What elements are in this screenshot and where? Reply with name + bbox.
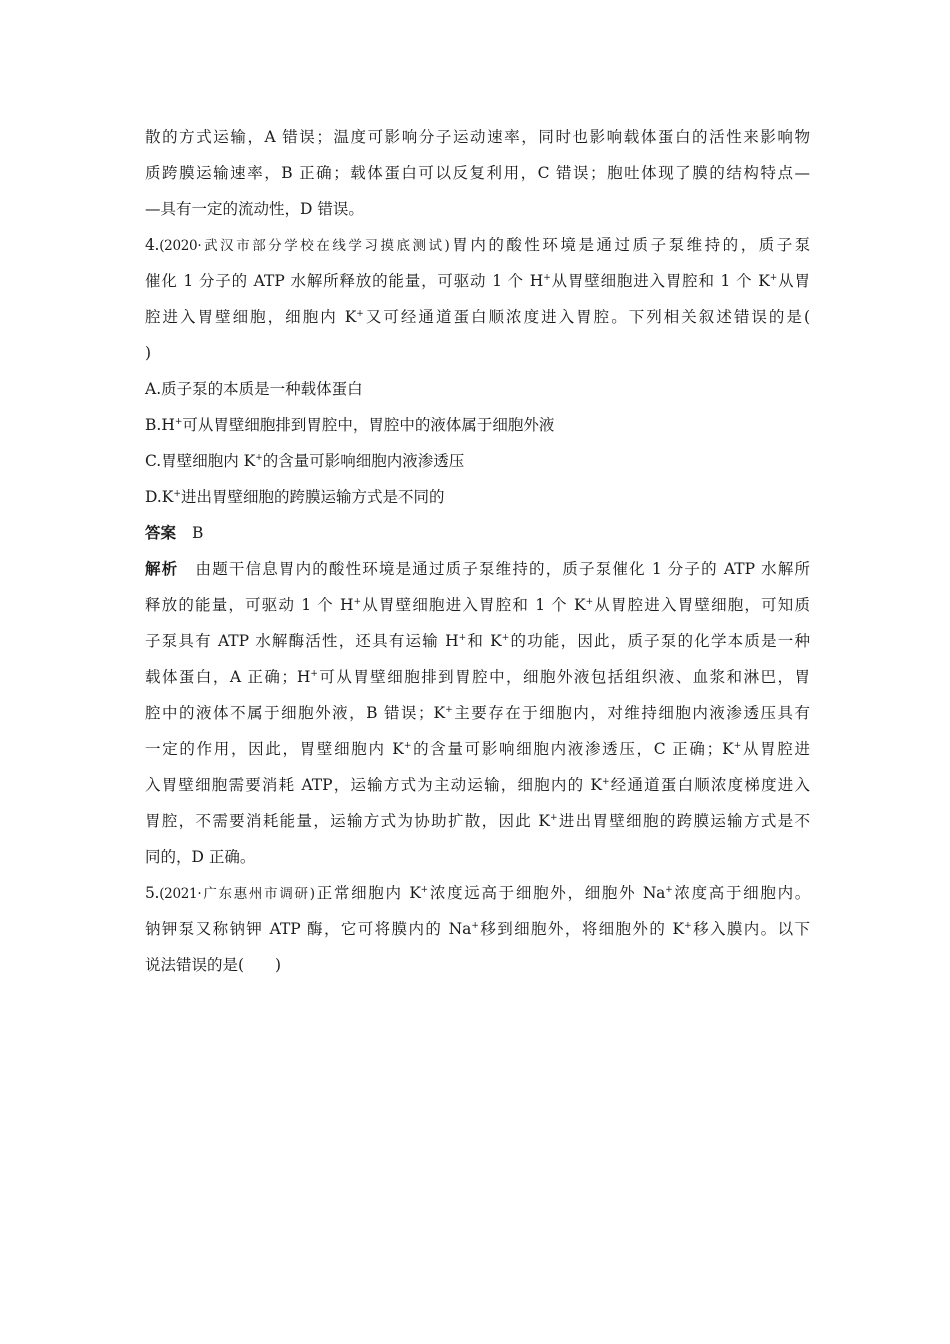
analysis-line: 同的，D 正确。 (145, 848, 256, 866)
prev-explanation-line: —具有一定的流动性，D 错误。 (145, 200, 364, 218)
q5-stem-line: 说法错误的是( ) (145, 956, 282, 974)
analysis-line: 胃腔，不需要消耗能量，运输方式为协助扩散，因此 K+进出胃壁细胞的跨膜运输方式是不 (145, 812, 810, 830)
prev-explanation-line: 散的方式运输，A 错误；温度可影响分子运动速率，同时也影响载体蛋白的活性来影响物 (145, 128, 810, 146)
q4-stem-line: 4.(2020·武汉市部分学校在线学习摸底测试)胃内的酸性环境是通过质子泵维持的，质子泵 (145, 236, 810, 254)
analysis-label: 解析 (145, 559, 179, 578)
analysis-line: 腔中的液体不属于细胞外液，B 错误；K+主要存在于细胞内，对维持细胞内液渗透压具有 (145, 704, 810, 722)
analysis-line: 解析 由题干信息胃内的酸性环境是通过质子泵维持的，质子泵催化 1 分子的 ATP 水解所 (145, 559, 810, 578)
answer-value: B (192, 524, 204, 542)
analysis-line: 载体蛋白，A 正确；H+可从胃壁细胞排到胃腔中，细胞外液包括组织液、血浆和淋巴，胃 (145, 668, 810, 686)
answer-line (145, 522, 810, 544)
option-d: D.K+进出胃壁细胞的跨膜运输方式是不同的 (145, 488, 445, 506)
option-a: A.质子泵的本质是一种载体蛋白 (145, 380, 363, 398)
option-c: C.胃壁细胞内 K+的含量可影响细胞内液渗透压 (145, 452, 465, 470)
q4-stem-line: 腔进入胃壁细胞，细胞内 K+又可经通道蛋白顺浓度进入胃腔。下列相关叙述错误的是( (145, 308, 810, 326)
question-number: 4. (145, 236, 160, 254)
q4-stem-line: 催化 1 分子的 ATP 水解所释放的能量，可驱动 1 个 H+从胃壁细胞进入胃腔和 1 个 K+从胃 (145, 272, 810, 290)
q5-stem-line: 5.(2021·广东惠州市调研)正常细胞内 K+浓度远高于细胞外，细胞外 Na+浓度高于细胞内。 (145, 884, 810, 902)
answer-label: 答案 (145, 523, 177, 542)
analysis-line: 入胃壁细胞需要消耗 ATP，运输方式为主动运输，细胞内的 K+经通道蛋白顺浓度梯度进入 (145, 776, 810, 794)
prev-explanation-line: 质跨膜运输速率，B 正确；载体蛋白可以反复利用，C 错误；胞吐体现了膜的结构特点— (145, 164, 810, 182)
question-number: 5. (145, 884, 160, 902)
analysis-line: 释放的能量，可驱动 1 个 H+从胃壁细胞进入胃腔和 1 个 K+从胃腔进入胃壁细胞，可知质 (145, 596, 810, 614)
analysis-line: 子泵具有 ATP 水解酶活性，还具有运输 H+和 K+的功能，因此，质子泵的化学本质是一种 (145, 632, 810, 650)
analysis-line: 一定的作用，因此，胃壁细胞内 K+的含量可影响细胞内液渗透压，C 正确；K+从胃腔进 (145, 740, 810, 758)
question-source: (2021·广东惠州市调研) (159, 886, 315, 902)
q4-stem-line: ) (145, 344, 152, 362)
q5-stem-line: 钠钾泵又称钠钾 ATP 酶，它可将膜内的 Na+移到细胞外，将细胞外的 K+移入膜内。以下 (145, 920, 810, 938)
option-b: B.H+可从胃壁细胞排到胃腔中，胃腔中的液体属于细胞外液 (145, 416, 555, 434)
question-source: (2020·武汉市部分学校在线学习摸底测试) (159, 238, 450, 254)
